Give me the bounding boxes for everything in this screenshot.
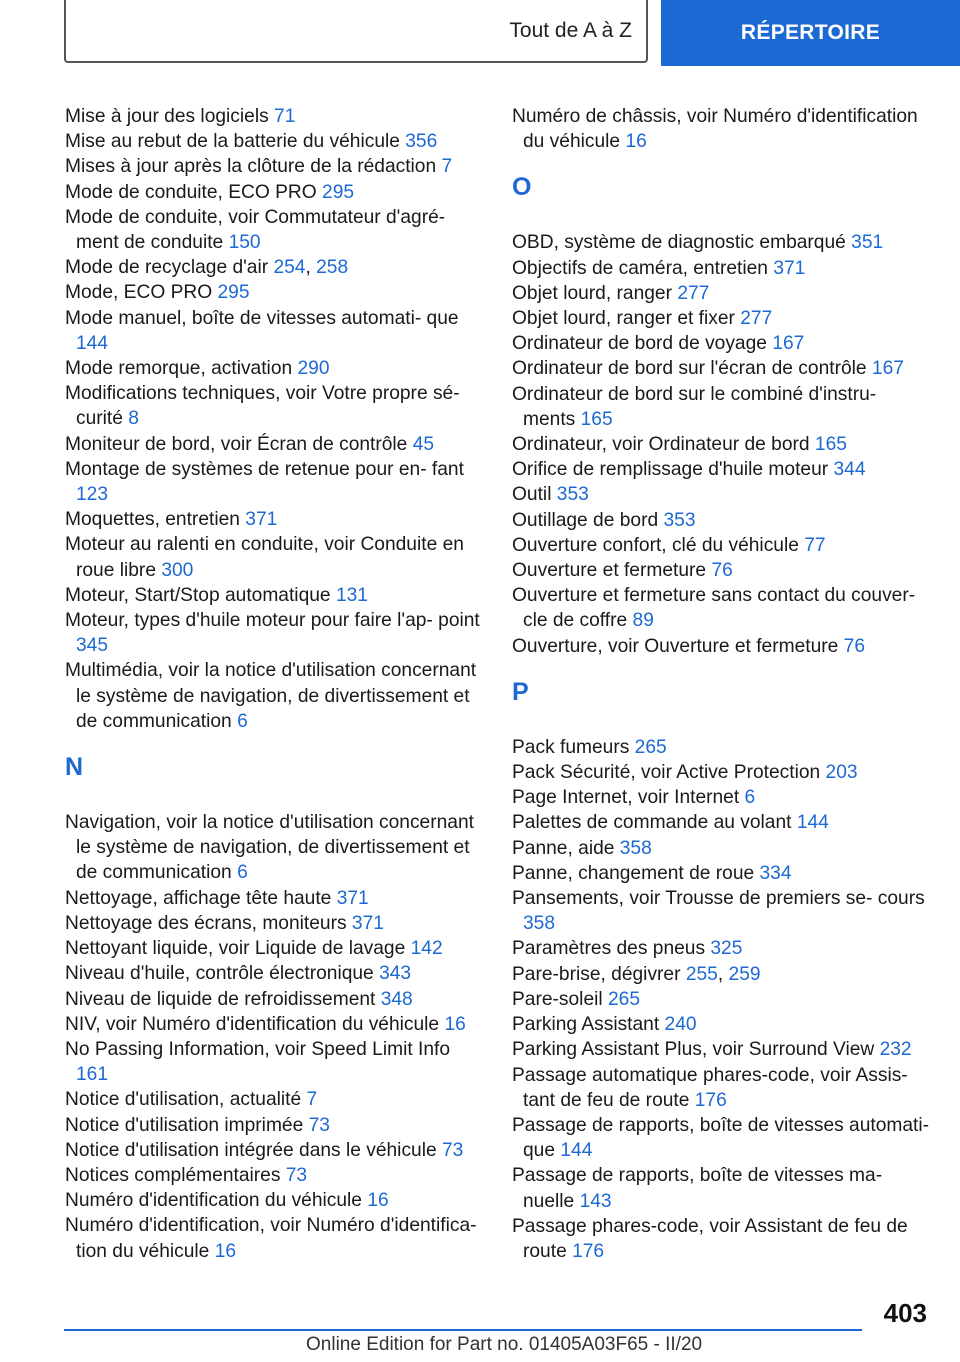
index-entry — [65, 432, 485, 457]
page-reference-link[interactable]: 89 — [632, 610, 654, 632]
page-reference-link[interactable]: 358 — [619, 837, 652, 859]
page-reference-link[interactable]: 356 — [405, 131, 438, 153]
page-reference-link[interactable]: 6 — [237, 710, 248, 732]
index-entry — [65, 1037, 485, 1087]
index-entry — [512, 886, 932, 936]
index-entry — [65, 507, 485, 532]
index-entry — [65, 306, 485, 356]
index-entry-text: Moniteur de bord, voir Écran de contrôle — [65, 433, 408, 455]
index-column-right — [512, 104, 932, 1264]
page-reference-link[interactable]: 73 — [285, 1164, 308, 1186]
index-entry — [65, 356, 485, 381]
page-reference-link[interactable]: 167 — [772, 333, 805, 355]
index-entry — [512, 331, 932, 356]
index-entry-text: Mise à jour des logiciels — [65, 106, 269, 127]
index-entry — [65, 280, 485, 305]
page-reference-link[interactable]: 16 — [367, 1190, 389, 1212]
index-entry — [512, 583, 932, 633]
page-number: 403 — [883, 1298, 927, 1328]
page-reference-link[interactable]: 6 — [237, 862, 248, 884]
index-entry-text: Notice d'utilisation, actualité — [65, 1089, 302, 1111]
page-reference-link[interactable]: 348 — [380, 988, 413, 1010]
page-reference-link[interactable]: 371 — [773, 257, 806, 279]
index-entry — [512, 810, 932, 835]
page-reference-link[interactable]: 73 — [442, 1139, 464, 1161]
index-entry-text: Parking Assistant — [512, 1014, 660, 1036]
index-entry-text: Ouverture et fermeture — [512, 560, 707, 582]
page-reference-link[interactable]: 142 — [410, 938, 443, 960]
page-reference-link[interactable]: 167 — [871, 358, 904, 380]
page-reference-link[interactable]: 255 — [685, 963, 718, 985]
page-reference-link[interactable]: 259 — [728, 963, 761, 985]
index-entry-text: Mode de conduite, voir Commutateur d'agré‐ ment de conduite — [65, 206, 446, 254]
index-entry — [65, 1138, 485, 1163]
index-entry-text: Passage automatique phares-code, voir Assis‐ tant de feu de route — [512, 1064, 908, 1111]
index-entry-text: Objet lourd, ranger — [512, 282, 672, 304]
index-entry-text: Ordinateur de bord sur le combiné d'instru‐ ments — [512, 383, 877, 430]
index-entry — [512, 987, 932, 1012]
index-entry — [65, 987, 485, 1012]
page-reference-link[interactable]: 16 — [214, 1240, 237, 1262]
index-entry-text: Notices complémentaires — [65, 1164, 281, 1186]
page-reference-link[interactable]: 16 — [625, 131, 647, 153]
index-entry — [512, 482, 932, 507]
index-entry-text: Panne, aide — [512, 837, 615, 859]
index-entry — [512, 1113, 932, 1163]
index-entry — [65, 180, 485, 205]
index-entry: Pare-brise, dégivrer 255, 259 — [512, 963, 761, 985]
index-entry — [512, 558, 932, 583]
index-entry-text: Pack fumeurs — [512, 736, 630, 758]
page-reference-link[interactable]: 76 — [711, 560, 733, 582]
page-reference-link[interactable]: 7 — [441, 156, 453, 178]
index-entry — [65, 1188, 485, 1213]
page-reference-link[interactable]: 76 — [843, 635, 865, 657]
index-entry-text: Panne, changement de roue — [512, 862, 755, 884]
index-entry-text: Mode de recyclage d'air — [65, 257, 269, 279]
index-entry — [65, 1113, 485, 1138]
index-entry-text: Palettes de commande au volant — [512, 812, 792, 834]
index-entry — [512, 785, 932, 810]
page-reference-link[interactable]: 71 — [274, 106, 296, 127]
page-reference-link[interactable]: 73 — [308, 1114, 330, 1136]
page-reference-link[interactable]: 165 — [580, 408, 613, 430]
index-entry-text: Numéro de châssis, voir Numéro d'identification du véhicule — [512, 106, 918, 153]
page-reference-link[interactable]: 277 — [740, 308, 773, 330]
page-reference-link[interactable]: 123 — [76, 484, 109, 506]
index-entry — [512, 1012, 932, 1037]
index-entry-text: Moteur, types d'huile moteur pour faire l'ap‐ point — [65, 610, 480, 632]
index-column-left — [65, 104, 485, 1264]
index-entry-text: Outillage de bord — [512, 509, 659, 531]
page-header — [0, 0, 960, 66]
index-entry — [65, 457, 485, 507]
index-entry-text: Mise au rebut de la batterie du véhicule — [65, 131, 400, 153]
page-reference-link[interactable]: 353 — [663, 509, 696, 531]
index-entry — [512, 457, 932, 482]
page-reference-link[interactable]: 165 — [814, 434, 847, 456]
index-entry-text: Moquettes, entretien — [65, 509, 240, 531]
index-entry — [512, 1163, 932, 1213]
chapter-tab[interactable]: RÉPERTOIRE — [661, 0, 960, 66]
page-reference-link[interactable]: 240 — [664, 1014, 697, 1036]
index-letter-heading: O — [512, 173, 532, 202]
index-entry — [512, 230, 932, 255]
page-reference-link[interactable]: 265 — [608, 988, 641, 1010]
index-entry-text: Moteur, Start/Stop automatique — [65, 584, 331, 606]
page-reference-link[interactable]: 334 — [759, 862, 792, 884]
index-entry — [512, 1214, 932, 1264]
index-entry — [65, 911, 485, 936]
index-entry — [512, 634, 932, 659]
index-entry — [65, 154, 485, 179]
index-entry-text: Ouverture confort, clé du véhicule — [512, 534, 799, 556]
page-reference-link[interactable]: 16 — [444, 1013, 466, 1035]
index-entry-text: Niveau d'huile, contrôle électronique — [65, 963, 374, 985]
index-entry-text: Objectifs de caméra, entretien — [512, 257, 768, 279]
page-reference-link[interactable]: 258 — [316, 257, 349, 279]
index-entry: Mode de recyclage d'air 254, 258 — [65, 257, 349, 279]
index-entry — [512, 508, 932, 533]
page-reference-link[interactable]: 358 — [523, 913, 556, 935]
index-entry-text: Paramètres des pneus — [512, 938, 706, 960]
page-reference-link[interactable]: 351 — [851, 232, 884, 254]
page-reference-link[interactable]: 300 — [161, 559, 194, 581]
page-reference-link[interactable]: 161 — [76, 1064, 109, 1086]
index-entry — [512, 256, 932, 281]
page-reference-link[interactable]: 290 — [297, 358, 330, 380]
index-entry — [512, 306, 932, 331]
footer-divider — [64, 1329, 862, 1331]
page-reference-link[interactable]: 131 — [335, 584, 368, 606]
index-entry-text: Pare-brise, dégivrer — [512, 963, 681, 985]
index-entry-text: Navigation, voir la notice d'utilisation concernant le système de navigation, de divertissement et de communication — [65, 812, 474, 884]
index-entry-text: OBD, système de diagnostic embarqué — [512, 232, 846, 254]
index-entry — [65, 583, 485, 608]
index-entry-text: Parking Assistant Plus, voir Surround View — [512, 1039, 875, 1061]
index-entry — [512, 533, 932, 558]
index-letter-heading: P — [512, 677, 529, 706]
index-entry-text: Page Internet, voir Internet — [512, 787, 740, 809]
index-entry-text: Niveau de liquide de refroidissement — [65, 988, 376, 1010]
page-reference-link[interactable]: 144 — [796, 812, 829, 834]
index-entry-text: NIV, voir Numéro d'identification du véhicule — [65, 1013, 440, 1035]
index-entry — [512, 1037, 932, 1062]
index-entry-text: Numéro d'identification du véhicule — [65, 1190, 362, 1212]
index-entry — [65, 129, 485, 154]
index-entry-text: Modifications techniques, voir Votre propre sé‐ curité — [65, 383, 460, 430]
index-entry-text: Nettoyant liquide, voir Liquide de lavage — [65, 938, 406, 960]
index-entry — [512, 936, 932, 961]
index-letter-heading: N — [65, 753, 84, 782]
index-entry-text: Ordinateur de bord de voyage — [512, 333, 767, 355]
index-entry-text: Nettoyage, affichage tête haute — [65, 887, 332, 909]
page-reference-link[interactable]: 6 — [744, 787, 756, 809]
index-entry-text: Pare-soleil — [512, 988, 603, 1010]
page-reference-link[interactable]: 77 — [804, 534, 826, 556]
index-entry-text: Nettoyage des écrans, moniteurs — [65, 912, 347, 934]
page-reference-link[interactable]: 295 — [322, 181, 355, 203]
footer-edition: Online Edition for Part no. 01405A03F65 - II/20 — [306, 1334, 703, 1355]
page-reference-link[interactable]: 371 — [245, 509, 278, 531]
page-reference-link[interactable]: 150 — [228, 232, 261, 254]
index-entry-text: Montage de systèmes de retenue pour en‐ fant — [65, 458, 464, 480]
page-reference-link[interactable]: 344 — [833, 459, 866, 481]
page-reference-link[interactable]: 353 — [556, 484, 589, 506]
page-reference-link[interactable]: 254 — [273, 257, 306, 279]
page-reference-link[interactable]: 277 — [677, 282, 710, 304]
page-reference-link[interactable]: 325 — [710, 938, 743, 960]
index-entry-text: Ordinateur de bord sur l'écran de contrôle — [512, 358, 867, 380]
index-entry — [65, 532, 485, 582]
index-entry-text: Mode, ECO PRO — [65, 282, 213, 304]
index-entry — [512, 836, 932, 861]
index-entry-text: Pansements, voir Trousse de premiers se‐ cours — [512, 888, 925, 910]
page-reference-link[interactable]: 345 — [76, 635, 109, 657]
page-reference-link[interactable]: 8 — [128, 408, 139, 430]
index-entry-text: Pack Sécurité, voir Active Protection — [512, 762, 821, 784]
page-reference-link[interactable]: 176 — [572, 1240, 605, 1262]
index-entry-text: Mises à jour après la clôture de la rédaction — [65, 156, 437, 178]
page-reference-link[interactable]: 371 — [336, 887, 369, 909]
index-entry — [65, 936, 485, 961]
index-entry — [512, 760, 932, 785]
index-entry — [65, 1012, 485, 1037]
index-entry — [512, 1063, 932, 1113]
index-entry — [65, 1087, 485, 1112]
index-entry-text: Numéro d'identification, voir Numéro d'identifica‐ tion du véhicule — [65, 1215, 477, 1262]
index-entry-text: Multimédia, voir la notice d'utilisation concernant le système de navigation, de divertissement et de communication — [65, 660, 477, 732]
page-reference-link[interactable]: 232 — [879, 1039, 912, 1061]
index-entry — [512, 432, 932, 457]
index-entry-text: Mode de conduite, ECO PRO — [65, 181, 317, 203]
index-entry-text: Ouverture et fermeture sans contact du couver‐ cle de coffre — [512, 585, 916, 632]
index-entry — [65, 104, 485, 129]
index-entry — [65, 1213, 485, 1263]
index-entry — [512, 356, 932, 381]
page-reference-link[interactable]: 295 — [217, 282, 250, 304]
page-reference-link[interactable]: 371 — [351, 912, 384, 934]
page-reference-link[interactable]: 144 — [76, 332, 109, 354]
index-entry — [65, 608, 485, 658]
index-entry — [512, 861, 932, 886]
section-tab[interactable]: Tout de A à Z — [64, 0, 648, 63]
index-entry-text: Passage de rapports, boîte de vitesses ma‐ nuelle — [512, 1165, 883, 1212]
index-entry-text: Passage phares-code, voir Assistant de feu de route — [512, 1215, 908, 1262]
index-entry-text: Ouverture, voir Ouverture et fermeture — [512, 635, 839, 657]
index-entry-text: Notice d'utilisation imprimée — [65, 1114, 304, 1136]
index-entry — [512, 281, 932, 306]
index-entry-text: Notice d'utilisation intégrée dans le véhicule — [65, 1139, 437, 1161]
index-entry — [65, 205, 485, 255]
index-entry-text: Mode remorque, activation — [65, 358, 293, 380]
index-entry — [512, 735, 932, 760]
page-reference-link[interactable]: 144 — [560, 1140, 593, 1162]
page-reference-link[interactable]: 203 — [825, 762, 858, 784]
index-entry — [65, 810, 485, 886]
page-reference-link[interactable]: 45 — [412, 433, 435, 455]
page-reference-link[interactable]: 143 — [579, 1190, 612, 1212]
index-entry — [512, 104, 932, 154]
index-entry-text: Objet lourd, ranger et fixer — [512, 308, 735, 330]
page-reference-link[interactable]: 176 — [694, 1089, 727, 1111]
index-entry-text: Ordinateur, voir Ordinateur de bord — [512, 434, 810, 456]
index-entry — [65, 1163, 485, 1188]
index-entry-text: Mode manuel, boîte de vitesses automati‐ que — [65, 307, 459, 329]
index-entry — [65, 886, 485, 911]
index-entry-text: No Passing Information, voir Speed Limit Info — [65, 1038, 451, 1060]
index-entry — [512, 382, 932, 432]
index-entry-text: Passage de rapports, boîte de vitesses automati‐ que — [512, 1114, 930, 1162]
index-entry-text: Orifice de remplissage d'huile moteur — [512, 459, 829, 481]
page-reference-link[interactable]: 343 — [379, 963, 412, 985]
index-entry-text: Moteur au ralenti en conduite, voir Conduite en roue libre — [65, 534, 464, 581]
index-entry — [65, 381, 485, 431]
index-entry-text: Outil — [512, 484, 552, 506]
page-reference-link[interactable]: 7 — [306, 1089, 318, 1111]
index-entry — [65, 961, 485, 986]
page-reference-link[interactable]: 265 — [634, 736, 667, 758]
index-entry — [65, 658, 485, 734]
